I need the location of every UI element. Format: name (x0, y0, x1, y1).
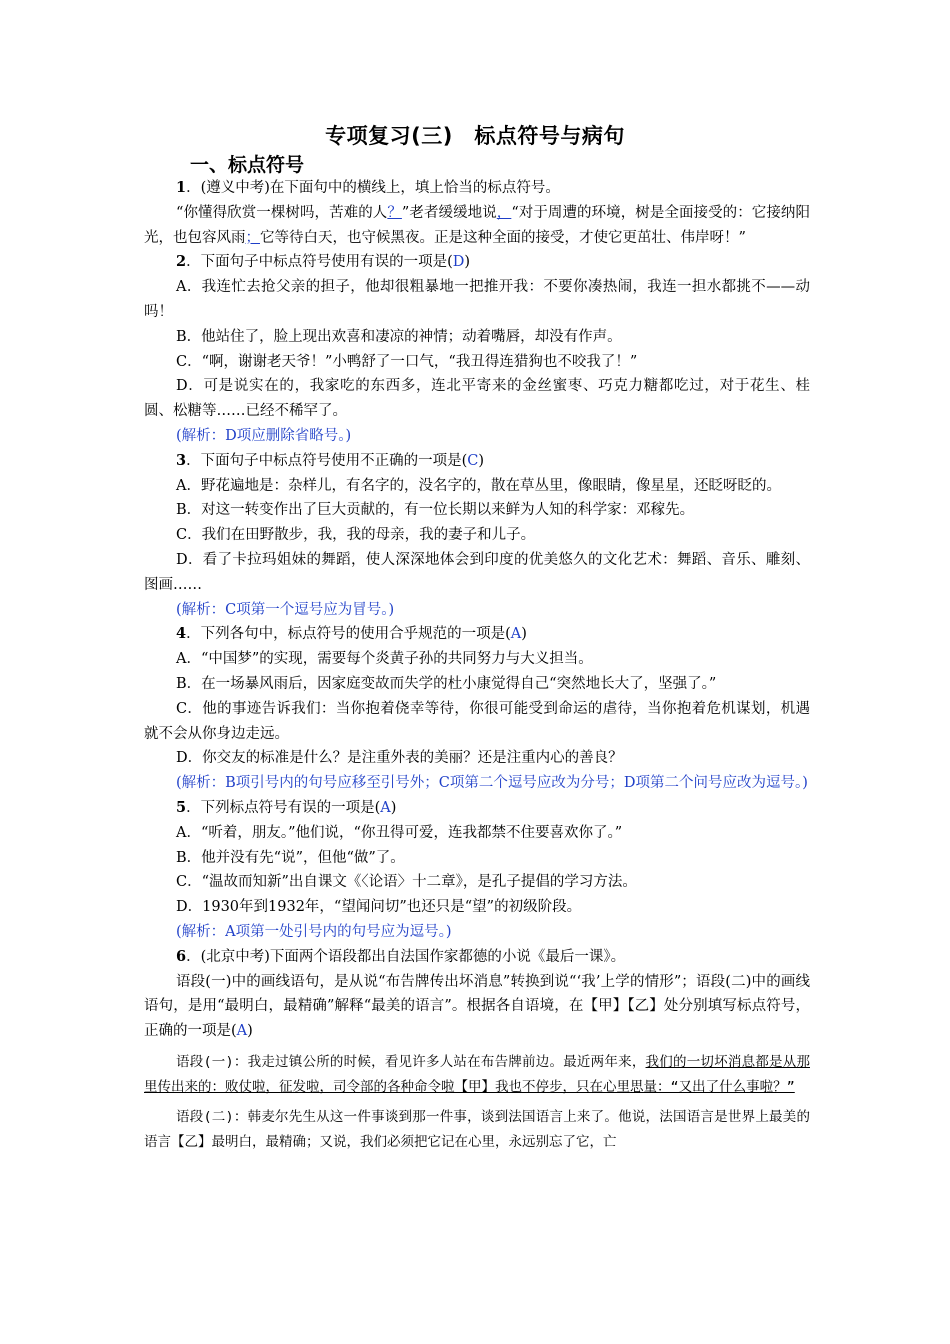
analysis-note: (解析：C项第一个逗号应为冒号。) (176, 601, 395, 618)
question-number: 3 (176, 451, 187, 469)
question-6-description: 语段(一)中的画线语句，是从说“布告牌传出坏消息”转换到说“‘我’上学的情形”；语段(二)中的画线语句，是用“最明白，最精确”解释“最美的语言”。根据各自语境，在【甲】【乙】处分别填写标点符号，正确的一项是(A) (144, 973, 810, 1040)
option-c: C．他的事迹告诉我们：当你抱着侥幸等待，你很可能受到命运的虐待，当你抱着危机谋划，机遇就不会从你身边走远。 (144, 700, 810, 742)
option-b: B．对这一转变作出了巨大贡献的，有一位长期以来鲜为人知的科学家：邓稼先。 (176, 502, 695, 519)
question-3-stem: 3．下面句子中标点符号使用不正确的一项是(C) (176, 451, 485, 469)
passage-label: 语段(二)： (176, 1109, 248, 1126)
option-a: A．我连忙去抢父亲的担子，他却很粗暴地一把推开我：不要你凑热闹，我连一担水都挑不——动吗！ (144, 279, 810, 320)
option-b: B．他站住了，脸上现出欢喜和凄凉的神情；动着嘴唇，却没有作声。 (176, 328, 622, 345)
question-1-passage: “你懂得欣赏一棵树吗，苦难的人？”老者缓缓地说，“对于周遭的环境，树是全面接受的：它接纳阳光，也包容风雨；它等待白天，也守候黑夜。正是这种全面的接受，才使它更茁壮、伟岸呀！” (144, 204, 810, 246)
analysis-note: (解析：D项应删除省略号。) (176, 427, 352, 444)
answer-choice: A (236, 1023, 248, 1040)
question-6-stem: 6．(北京中考)下面两个语段都出自法国作家都德的小说《最后一课》。 (176, 947, 626, 965)
analysis-note: (解析：A项第一处引号内的句号应为逗号。) (176, 923, 452, 940)
answer-blank-3: ； (245, 229, 260, 246)
answer-choice: A (380, 799, 391, 816)
passage-2: 语段(二)：韩麦尔先生从这一件事谈到那一件事，谈到法国语言上来了。他说，法国语言是世界上最美的语言【乙】最明白，最精确；又说，我们必须把它记在心里，永远别忘了它，亡 (144, 1109, 810, 1151)
question-5-stem: 5．下列标点符号有误的一项是(A) (176, 798, 397, 816)
option-c: C．“啊，谢谢老天爷！”小鸭舒了一口气，“我丑得连猎狗也不咬我了！” (176, 353, 638, 370)
question-number: 5 (176, 798, 187, 816)
option-b: B．他并没有先“说”，但他“做”了。 (176, 849, 405, 866)
answer-choice: D (452, 254, 465, 271)
option-d: D．1930年到1932年，“望闻问切”也还只是“望”的初级阶段。 (176, 899, 582, 916)
option-c: C．我们在田野散步，我，我的母亲，我的妻子和儿子。 (176, 527, 536, 544)
question-number: 1 (176, 179, 187, 196)
answer-choice: A (510, 626, 522, 643)
passage-label: 语段(一)： (176, 1053, 248, 1070)
option-d: D．你交友的标准是什么？是注重外表的美丽？还是注重内心的善良？ (176, 750, 623, 767)
option-b: B．在一场暴风雨后，因家庭变故而失学的杜小康觉得自己“突然地长大了，坚强了。” (176, 675, 717, 692)
question-number: 4 (176, 625, 187, 643)
question-4-stem: 4．下列各句中，标点符号的使用合乎规范的一项是(A) (176, 625, 527, 643)
answer-blank-1: ？ (387, 204, 402, 221)
question-1-stem: 1．(遵义中考)在下面句中的横线上，填上恰当的标点符号。 (176, 179, 560, 196)
option-a: A．野花遍地是：杂样儿，有名字的，没名字的，散在草丛里，像眼睛，像星星，还眨呀眨的。 (176, 477, 781, 494)
option-a: A．“听着，朋友。”他们说，“你丑得可爱，连我都禁不住要喜欢你了。” (176, 824, 623, 841)
document-body (144, 176, 810, 1155)
question-2-stem: 2．下面句子中标点符号使用有误的一项是(D) (176, 253, 471, 271)
section-heading: 一、标点符号 (190, 154, 305, 176)
page-title: 专项复习(三) 标点符号与病句 (325, 124, 625, 148)
answer-blank-2: ， (496, 204, 512, 221)
question-number: 2 (176, 253, 187, 271)
underlined-sentence: 我们的一切坏消息都是从那里传出来的：败仗啦，征发啦，司令部的各种命令啦【甲】我也不停步，只在心里思量：“又出了什么事啦？” (144, 1053, 810, 1095)
passage-1: 语段(一)：我走过镇公所的时候，看见许多人站在布告牌前边。最近两年来，我们的一切坏消息都是从那里传出来的：败仗啦，征发啦，司令部的各种命令啦【甲】我也不停步，只在心里思量：“又出了什么事啦？” (144, 1053, 810, 1095)
option-c: C．“温故而知新”出自课文《〈论语〉十二章》，是孔子提倡的学习方法。 (176, 874, 637, 891)
answer-choice: C (467, 452, 479, 469)
option-d: D．看了卡拉玛姐妹的舞蹈，使人深深地体会到印度的优美悠久的文化艺术：舞蹈、音乐、雕刻、图画…… (144, 551, 810, 593)
option-d: D．可是说实在的，我家吃的东西多，连北平寄来的金丝蜜枣、巧克力糖都吃过，对于花生、桂圆、松糖等……已经不稀罕了。 (144, 378, 810, 420)
question-number: 6 (176, 947, 187, 965)
option-a: A．“中国梦”的实现，需要每个炎黄子孙的共同努力与大义担当。 (176, 651, 593, 668)
analysis-note: (解析：B项引号内的句号应移至引号外；C项第二个逗号应改为分号；D项第二个问号应改为逗号。) (176, 775, 808, 792)
